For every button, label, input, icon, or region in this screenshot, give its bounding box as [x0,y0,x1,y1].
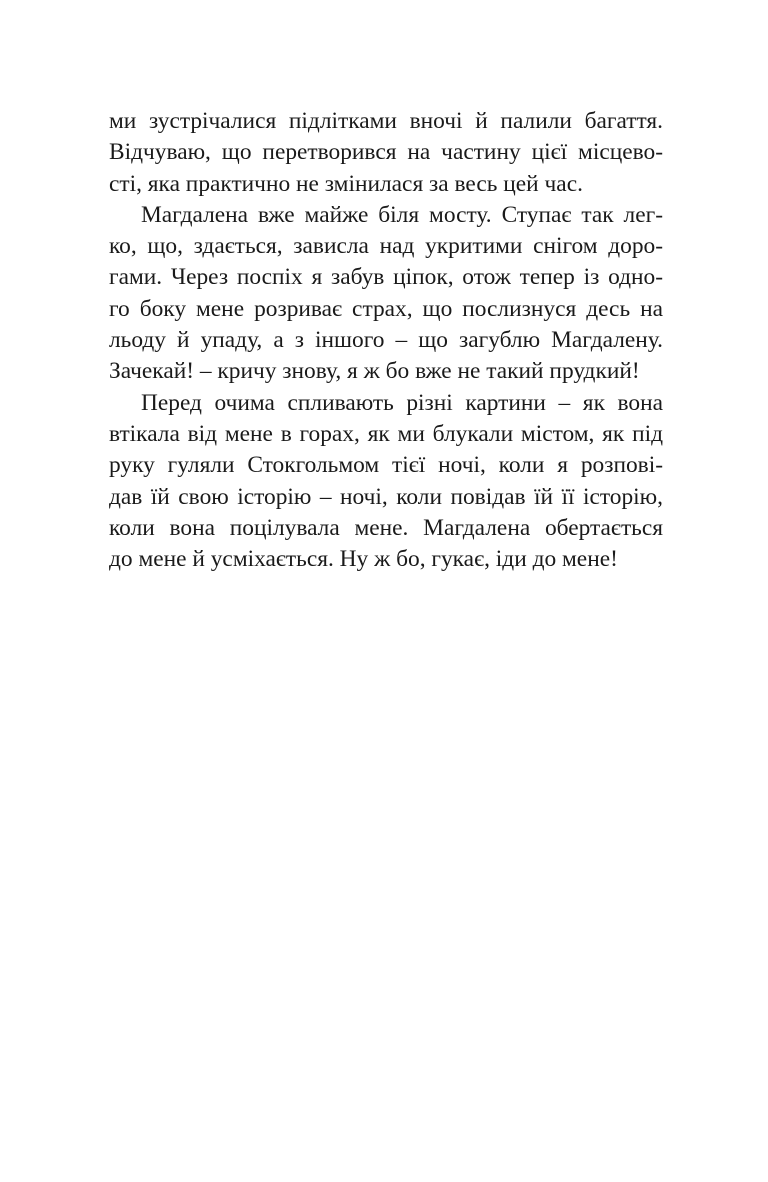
text-line: втікала від мене в горах, як ми блукали містом, як під [109,420,663,447]
paragraph-2 [109,200,663,388]
text-line: го боку мене розриває страх, що послизнуся десь на [109,295,663,322]
text-line: коли вона поцілувала мене. Магдалена обертається [109,514,663,541]
paragraph-3 [109,388,663,576]
text-line: ми зустрічалися підлітками вночі й палили багаття. [109,108,663,134]
text-line: ко, що, здається, зависла над укритими снігом доро- [109,233,663,260]
text-line: гами. Через поспіх я забув ціпок, отож тепер із одно- [109,264,663,291]
text-line: Відчуваю, що перетворився на частину цієї місцево- [109,139,663,166]
paragraph-1 [109,106,663,200]
text-line: дав їй свою історію – ночі, коли повідав їй її історію, [109,483,663,510]
text-line: руку гуляли Стокгольмом тієї ночі, коли я розпові- [109,452,663,479]
text-line: Магдалена вже майже біля мосту. Ступає так лег- [141,201,663,228]
text-line: льоду й упаду, а з іншого – що загублю Магдалену. [109,327,663,354]
text-line: сті, яка практично не змінилася за весь цей час. [109,170,583,197]
text-line: Зачекай! – кричу знову, я ж бо вже не такий прудкий! [109,358,640,385]
text-line: Перед очима спливають різні картини – як вона [141,389,663,416]
text-line: до мене й усміхається. Ну ж бо, гукає, іди до мене! [109,546,618,573]
body-text [109,106,663,575]
